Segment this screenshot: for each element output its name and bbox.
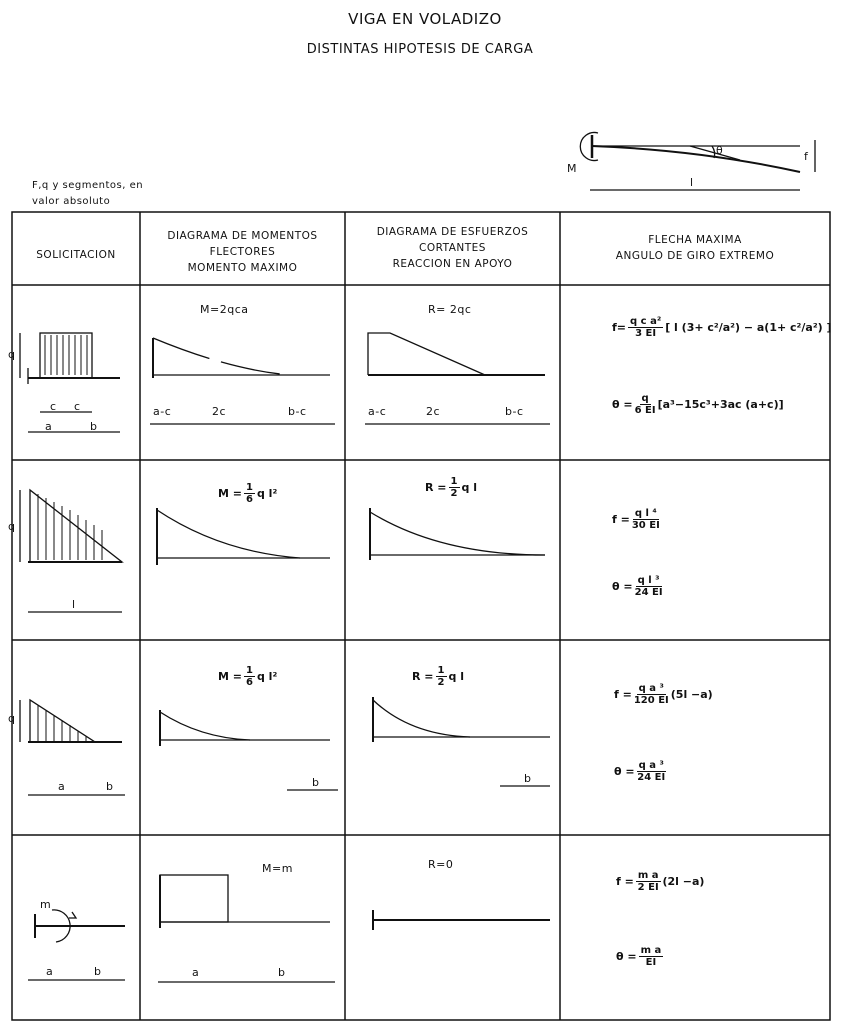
dim-label: b bbox=[90, 420, 98, 433]
dim-label: l bbox=[72, 598, 76, 611]
moment-m-label: m bbox=[40, 898, 52, 911]
sketch-label-theta: θ bbox=[716, 144, 724, 157]
rotation-formula: θ = $\frac{\text{q l ³}}{24 EI}$ bbox=[612, 575, 663, 598]
sketch-label-l: l bbox=[690, 176, 694, 189]
row4-drawings bbox=[28, 875, 550, 982]
load-q: q bbox=[8, 520, 16, 533]
cantilever-sketch bbox=[580, 133, 815, 190]
rotation-formula: θ = $\frac{\text{q a ³}}{24 EI}$ bbox=[614, 760, 666, 783]
dim-label: b bbox=[94, 965, 102, 978]
row2-drawings bbox=[20, 490, 545, 612]
header-momentos: DIAGRAMA DE MOMENTOS FLECTORES MOMENTO MAXIMO bbox=[167, 230, 318, 274]
header-cortantes: DIAGRAMA DE ESFUERZOS CORTANTES REACCION EN APOYO bbox=[376, 226, 529, 270]
deflection-formula: f = $\frac{\text{q l ⁴}}{30 EI}$ bbox=[612, 508, 660, 531]
dim-label: a bbox=[46, 965, 54, 978]
rotation-formula: θ = $\frac{q}{6 EI}$ [a³−15c³+3ac (a+c)] bbox=[612, 393, 784, 416]
dim-label: a bbox=[45, 420, 53, 433]
page-subtitle: DISTINTAS HIPOTESIS DE CARGA bbox=[306, 42, 534, 57]
dim-label: a bbox=[192, 966, 200, 979]
row1-drawings bbox=[20, 333, 550, 432]
note-line: valor absoluto bbox=[32, 196, 111, 207]
dim-label: b-c bbox=[505, 405, 524, 418]
deflection-formula: f= $\frac{\text{q c a²}}{3 EI}$ [ l (3+ c²/a²) − a(1+ c²/a²) ] bbox=[612, 316, 832, 339]
header-flecha: FLECHA MAXIMA ANGULO DE GIRO EXTREMO bbox=[615, 234, 775, 262]
sketch-label-m: M bbox=[567, 162, 577, 175]
dim-label: b-c bbox=[288, 405, 307, 418]
moment-label: M=m bbox=[262, 862, 293, 875]
dim-label: a-c bbox=[368, 405, 387, 418]
note-line: F,q y segmentos, en bbox=[32, 180, 144, 191]
deflection-formula: f = $\frac{\text{m a}}{2 EI}$ (2l −a) bbox=[616, 870, 705, 893]
moment-label: M = $\frac{1}{6}$ q l² bbox=[218, 665, 278, 688]
dim-label: c bbox=[50, 400, 57, 413]
shear-label: R = $\frac{1}{2}$ q l bbox=[425, 476, 477, 499]
header-solicitacion: SOLICITACION bbox=[36, 249, 116, 261]
shear-label: R= 2qc bbox=[428, 303, 472, 316]
sketch-label-f: f bbox=[804, 150, 809, 163]
row3-drawings bbox=[20, 697, 550, 795]
rotation-formula: θ = $\frac{\text{m a}}{EI}$ bbox=[616, 945, 662, 968]
dim-label: a bbox=[58, 780, 66, 793]
shear-label: R=0 bbox=[428, 858, 454, 871]
dim-label: 2c bbox=[212, 405, 227, 418]
dim-label: b bbox=[524, 772, 532, 785]
dim-label: b bbox=[278, 966, 286, 979]
load-q: q bbox=[8, 712, 16, 725]
load-q: q bbox=[8, 348, 16, 361]
page-title: VIGA EN VOLADIZO bbox=[348, 10, 502, 28]
dim-label: a-c bbox=[153, 405, 172, 418]
shear-label: R = $\frac{1}{2}$ q l bbox=[412, 665, 464, 688]
dim-label: c bbox=[74, 400, 81, 413]
moment-label: M=2qca bbox=[200, 303, 249, 316]
dim-label: b bbox=[312, 776, 320, 789]
dim-label: 2c bbox=[426, 405, 441, 418]
moment-label: M = $\frac{1}{6}$ q l² bbox=[218, 482, 278, 505]
dim-label: b bbox=[106, 780, 114, 793]
deflection-formula: f = $\frac{\text{q a ³}}{120 EI}$ (5l −a) bbox=[614, 683, 713, 706]
